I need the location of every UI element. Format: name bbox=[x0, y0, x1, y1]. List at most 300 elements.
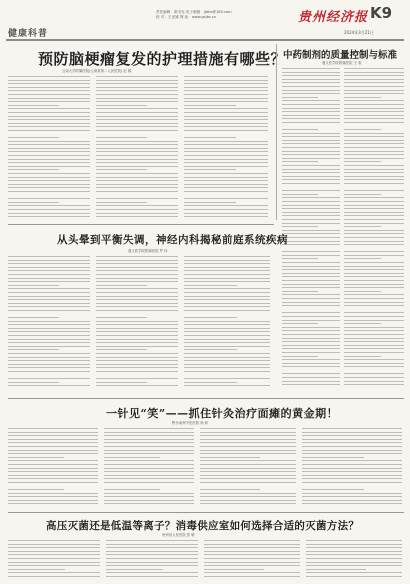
text-line bbox=[184, 166, 268, 167]
text-line bbox=[96, 328, 178, 329]
text-line bbox=[96, 119, 178, 120]
text-line bbox=[302, 468, 402, 469]
text-line bbox=[200, 446, 296, 447]
section-rule bbox=[8, 398, 404, 399]
text-line bbox=[184, 270, 270, 271]
text-line bbox=[184, 198, 268, 199]
text-line bbox=[282, 312, 340, 313]
text-line bbox=[8, 385, 90, 386]
text-line bbox=[306, 562, 402, 563]
text-line bbox=[282, 122, 340, 123]
text-line bbox=[8, 198, 90, 199]
text-line bbox=[184, 94, 268, 95]
text-line bbox=[8, 576, 100, 577]
text-line bbox=[106, 562, 198, 563]
text-line bbox=[96, 177, 178, 178]
text-line bbox=[344, 316, 404, 317]
bottom-body-col-4 bbox=[306, 540, 402, 582]
text-line bbox=[344, 118, 404, 119]
text-line bbox=[96, 339, 178, 340]
text-line bbox=[282, 86, 340, 87]
text-line bbox=[8, 155, 90, 156]
text-line bbox=[184, 321, 270, 322]
text-line bbox=[282, 97, 318, 98]
text-line bbox=[282, 151, 340, 152]
text-line bbox=[106, 565, 198, 566]
text-line bbox=[282, 183, 340, 184]
section-rule bbox=[8, 224, 274, 225]
text-line bbox=[96, 205, 178, 206]
text-line bbox=[282, 309, 340, 310]
text-line bbox=[8, 562, 100, 563]
text-line bbox=[96, 331, 178, 332]
text-line bbox=[282, 100, 340, 101]
text-line bbox=[344, 72, 404, 73]
text-line bbox=[282, 212, 340, 213]
text-line bbox=[8, 205, 90, 206]
text-line bbox=[8, 339, 90, 340]
text-line bbox=[344, 341, 404, 342]
text-line bbox=[282, 129, 318, 130]
text-line bbox=[96, 213, 178, 214]
text-line bbox=[344, 266, 404, 267]
text-line bbox=[8, 94, 90, 95]
text-line bbox=[184, 342, 270, 343]
text-line bbox=[184, 177, 268, 178]
text-line bbox=[104, 489, 160, 490]
text-line bbox=[96, 90, 178, 91]
text-line bbox=[8, 310, 90, 311]
text-line bbox=[344, 108, 404, 109]
text-line bbox=[344, 338, 404, 339]
text-line bbox=[344, 230, 404, 231]
text-line bbox=[184, 134, 268, 135]
text-line bbox=[306, 547, 402, 548]
text-line bbox=[184, 137, 236, 138]
text-line bbox=[8, 187, 90, 188]
text-line bbox=[8, 364, 90, 365]
text-line bbox=[344, 305, 404, 306]
main-body-col-1 bbox=[8, 76, 90, 220]
text-line bbox=[184, 385, 270, 386]
text-line bbox=[96, 198, 178, 199]
text-line bbox=[184, 299, 270, 300]
text-line bbox=[302, 496, 402, 497]
text-line bbox=[184, 101, 268, 102]
text-line bbox=[200, 500, 296, 501]
editor-meta-line: 校 对：王世斌 网 址：www.gzjbs.cn bbox=[156, 15, 217, 19]
main-body-col-3 bbox=[184, 76, 268, 220]
text-line bbox=[344, 190, 404, 191]
text-line bbox=[184, 267, 270, 268]
text-line bbox=[344, 165, 404, 166]
text-line bbox=[344, 327, 404, 328]
text-line bbox=[96, 321, 178, 322]
text-line bbox=[282, 363, 340, 364]
text-line bbox=[8, 151, 90, 152]
text-line bbox=[8, 314, 90, 315]
text-line bbox=[8, 331, 90, 332]
text-line bbox=[8, 453, 98, 454]
text-line bbox=[344, 269, 404, 270]
text-line bbox=[8, 486, 98, 487]
text-line bbox=[282, 255, 340, 256]
text-line bbox=[282, 223, 340, 224]
text-line bbox=[96, 151, 178, 152]
text-line bbox=[344, 205, 404, 206]
text-line bbox=[344, 244, 404, 245]
text-line bbox=[8, 382, 59, 383]
text-line bbox=[282, 273, 340, 274]
text-line bbox=[184, 98, 268, 99]
text-line bbox=[8, 435, 98, 436]
text-line bbox=[96, 314, 178, 315]
text-line bbox=[8, 256, 90, 257]
text-line bbox=[8, 126, 90, 127]
text-line bbox=[184, 346, 270, 347]
text-line bbox=[344, 122, 404, 123]
text-line bbox=[282, 330, 340, 331]
text-line bbox=[8, 349, 59, 350]
text-line bbox=[106, 551, 198, 552]
text-line bbox=[106, 558, 198, 559]
text-line bbox=[96, 256, 178, 257]
lower-body-col-4 bbox=[302, 428, 402, 508]
text-line bbox=[104, 450, 194, 451]
text-line bbox=[302, 478, 402, 479]
text-line bbox=[184, 116, 268, 117]
text-line bbox=[344, 219, 404, 220]
text-line bbox=[184, 339, 270, 340]
text-line bbox=[8, 321, 90, 322]
text-line bbox=[104, 471, 194, 472]
text-line bbox=[8, 112, 90, 113]
text-line bbox=[184, 328, 270, 329]
text-line bbox=[200, 496, 296, 497]
text-line bbox=[344, 298, 404, 299]
text-line bbox=[104, 503, 194, 504]
text-line bbox=[96, 360, 178, 361]
text-line bbox=[96, 342, 178, 343]
text-line bbox=[282, 323, 318, 324]
text-line bbox=[282, 194, 318, 195]
text-line bbox=[344, 330, 404, 331]
text-line bbox=[302, 460, 402, 461]
text-line bbox=[282, 90, 340, 91]
text-line bbox=[344, 352, 404, 353]
text-line bbox=[344, 208, 404, 209]
text-line bbox=[282, 75, 340, 76]
text-line bbox=[104, 464, 194, 465]
text-line bbox=[96, 116, 178, 117]
text-line bbox=[106, 576, 198, 577]
text-line bbox=[8, 162, 90, 163]
text-line bbox=[204, 544, 300, 545]
text-line bbox=[96, 169, 147, 170]
text-line bbox=[282, 68, 340, 69]
text-line bbox=[184, 331, 270, 332]
text-line bbox=[96, 310, 178, 311]
text-line bbox=[344, 79, 404, 80]
text-line bbox=[344, 373, 404, 374]
text-line bbox=[184, 162, 268, 163]
text-line bbox=[184, 195, 268, 196]
text-line bbox=[302, 428, 402, 429]
text-line bbox=[184, 274, 270, 275]
text-line bbox=[96, 353, 178, 354]
text-line bbox=[344, 158, 404, 159]
text-line bbox=[302, 432, 402, 433]
text-line bbox=[96, 385, 178, 386]
text-line bbox=[200, 453, 296, 454]
bottom-body-col-1 bbox=[8, 540, 100, 582]
editor-meta bbox=[156, 10, 232, 20]
text-line bbox=[104, 468, 194, 469]
text-line bbox=[344, 226, 381, 227]
text-line bbox=[302, 482, 402, 483]
text-line bbox=[104, 475, 194, 476]
text-line bbox=[282, 104, 340, 105]
bottom-byline: 贵州省人民医院 张 敏 bbox=[162, 533, 195, 537]
text-line bbox=[344, 197, 404, 198]
text-line bbox=[104, 446, 194, 447]
text-line bbox=[8, 572, 100, 573]
text-line bbox=[8, 303, 90, 304]
text-line bbox=[96, 306, 178, 307]
text-line bbox=[302, 503, 402, 504]
text-line bbox=[184, 378, 270, 379]
text-line bbox=[184, 83, 268, 84]
text-line bbox=[184, 76, 268, 77]
side-body-col-2 bbox=[344, 68, 404, 390]
text-line bbox=[184, 90, 268, 91]
text-line bbox=[96, 162, 178, 163]
text-line bbox=[96, 303, 178, 304]
text-line bbox=[200, 439, 296, 440]
text-line bbox=[96, 357, 178, 358]
text-line bbox=[282, 244, 340, 245]
text-line bbox=[200, 486, 296, 487]
text-line bbox=[344, 280, 404, 281]
text-line bbox=[184, 371, 270, 372]
text-line bbox=[344, 133, 404, 134]
text-line bbox=[344, 161, 381, 162]
text-line bbox=[200, 468, 296, 469]
text-line bbox=[106, 569, 163, 570]
text-line bbox=[104, 453, 194, 454]
text-line bbox=[8, 83, 90, 84]
text-line bbox=[96, 195, 178, 196]
lower-byline: 黔东南州中医医院 杨 莉 bbox=[172, 421, 209, 425]
middle-body-col-2 bbox=[96, 256, 178, 392]
main-byline: 云南大学附属医院(云南省第二人民医院) 赵 娟 bbox=[62, 69, 132, 73]
text-line bbox=[8, 80, 90, 81]
text-line bbox=[306, 540, 402, 541]
text-line bbox=[204, 558, 300, 559]
text-line bbox=[184, 119, 268, 120]
text-line bbox=[8, 471, 98, 472]
text-line bbox=[96, 274, 178, 275]
text-line bbox=[344, 309, 404, 310]
text-line bbox=[104, 482, 194, 483]
text-line bbox=[184, 314, 270, 315]
text-line bbox=[8, 285, 59, 286]
text-line bbox=[104, 478, 194, 479]
text-line bbox=[282, 345, 340, 346]
text-line bbox=[344, 140, 404, 141]
text-line bbox=[282, 248, 340, 249]
text-line bbox=[8, 137, 59, 138]
text-line bbox=[8, 442, 98, 443]
text-line bbox=[104, 435, 194, 436]
text-line bbox=[184, 324, 270, 325]
text-line bbox=[344, 100, 404, 101]
middle-body-col-1 bbox=[8, 256, 90, 392]
text-line bbox=[184, 367, 270, 368]
text-line bbox=[282, 373, 340, 374]
text-line bbox=[184, 184, 268, 185]
text-line bbox=[104, 432, 194, 433]
text-line bbox=[344, 366, 404, 367]
text-line bbox=[184, 382, 237, 383]
text-line bbox=[200, 471, 296, 472]
text-line bbox=[104, 486, 194, 487]
text-line bbox=[200, 450, 296, 451]
text-line bbox=[8, 464, 98, 465]
text-line bbox=[282, 208, 340, 209]
text-line bbox=[344, 273, 404, 274]
text-line bbox=[8, 468, 98, 469]
text-line bbox=[184, 256, 270, 257]
text-line bbox=[8, 335, 90, 336]
text-line bbox=[8, 565, 100, 566]
text-line bbox=[344, 323, 381, 324]
text-line bbox=[282, 251, 340, 252]
text-line bbox=[96, 94, 178, 95]
text-line bbox=[282, 176, 340, 177]
text-line bbox=[96, 83, 178, 84]
text-line bbox=[104, 500, 194, 501]
text-line bbox=[8, 263, 90, 264]
lower-body-col-3 bbox=[200, 428, 296, 508]
text-line bbox=[184, 205, 268, 206]
text-line bbox=[96, 141, 178, 142]
text-line bbox=[344, 287, 404, 288]
text-line bbox=[8, 260, 90, 261]
text-line bbox=[96, 367, 178, 368]
text-line bbox=[96, 299, 178, 300]
text-line bbox=[344, 294, 404, 295]
text-line bbox=[344, 75, 404, 76]
text-line bbox=[282, 161, 318, 162]
text-line bbox=[302, 475, 402, 476]
text-line bbox=[104, 460, 194, 461]
text-line bbox=[344, 241, 404, 242]
text-line bbox=[184, 292, 270, 293]
text-line bbox=[8, 439, 98, 440]
text-line bbox=[282, 298, 340, 299]
text-line bbox=[344, 215, 404, 216]
text-line bbox=[282, 140, 340, 141]
text-line bbox=[184, 375, 270, 376]
text-line bbox=[96, 180, 178, 181]
text-line bbox=[96, 317, 147, 318]
text-line bbox=[96, 130, 178, 131]
text-line bbox=[344, 90, 404, 91]
text-line bbox=[282, 215, 340, 216]
text-line bbox=[184, 123, 268, 124]
text-line bbox=[96, 267, 178, 268]
text-line bbox=[8, 554, 100, 555]
text-line bbox=[282, 82, 340, 83]
bottom-body-col-3 bbox=[204, 540, 300, 582]
text-line bbox=[344, 312, 404, 313]
text-line bbox=[200, 478, 296, 479]
text-line bbox=[8, 98, 90, 99]
text-line bbox=[282, 359, 340, 360]
text-line bbox=[8, 274, 90, 275]
text-line bbox=[282, 143, 340, 144]
text-line bbox=[200, 428, 296, 429]
text-line bbox=[344, 276, 404, 277]
text-line bbox=[8, 544, 100, 545]
text-line bbox=[200, 482, 296, 483]
text-line bbox=[344, 86, 404, 87]
text-line bbox=[96, 209, 178, 210]
page-number: K9 bbox=[370, 4, 393, 22]
text-line bbox=[96, 134, 178, 135]
text-line bbox=[8, 342, 90, 343]
lower-headline: 一针见“笑”——抓住针灸治疗面瘫的黄金期！ bbox=[106, 407, 339, 420]
newspaper-logo: 贵州经济报 bbox=[298, 10, 369, 25]
text-line bbox=[282, 158, 340, 159]
text-line bbox=[344, 302, 404, 303]
text-line bbox=[282, 305, 340, 306]
text-line bbox=[200, 460, 296, 461]
text-line bbox=[8, 130, 90, 131]
text-line bbox=[96, 126, 178, 127]
text-line bbox=[344, 187, 404, 188]
text-line bbox=[104, 496, 194, 497]
text-line bbox=[184, 278, 270, 279]
text-line bbox=[96, 281, 178, 282]
text-line bbox=[204, 551, 300, 552]
text-line bbox=[282, 266, 340, 267]
text-line bbox=[344, 183, 404, 184]
text-line bbox=[282, 233, 340, 234]
text-line bbox=[204, 562, 300, 563]
text-line bbox=[344, 237, 404, 238]
text-line bbox=[184, 151, 268, 152]
text-line bbox=[8, 475, 98, 476]
lower-body-col-1 bbox=[8, 428, 98, 508]
text-line bbox=[96, 191, 178, 192]
text-line bbox=[306, 576, 402, 577]
text-line bbox=[104, 493, 194, 494]
text-line bbox=[282, 118, 340, 119]
text-line bbox=[8, 346, 90, 347]
text-line bbox=[344, 348, 404, 349]
text-line bbox=[96, 296, 178, 297]
text-line bbox=[282, 108, 340, 109]
text-line bbox=[96, 375, 178, 376]
text-line bbox=[204, 547, 300, 548]
text-line bbox=[8, 76, 90, 77]
text-line bbox=[344, 172, 404, 173]
text-line bbox=[8, 209, 90, 210]
text-line bbox=[184, 288, 270, 289]
text-line bbox=[184, 105, 236, 106]
